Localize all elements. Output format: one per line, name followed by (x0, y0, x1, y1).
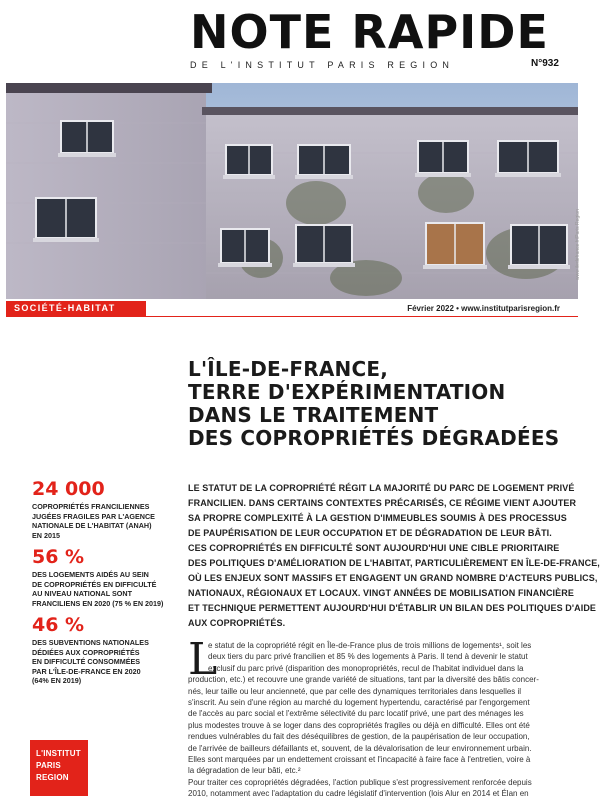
key-figure (32, 614, 182, 686)
key-figure-caption: COPROPRIÉTÉS FRANCILIENNES JUGÉES FRAGILES PAR L'AGENCE NATIONALE DE L'HABITAT (ANAH) EN 2015 (32, 502, 155, 540)
date-and-website: Février 2022 • www.institutparisregion.fr (407, 304, 560, 313)
intro-line: CES COPROPRIÉTÉS EN DIFFICULTÉ SONT AUJOURD'HUI UNE CIBLE PRIORITAIRE (188, 543, 560, 553)
issue-number: N°932 (531, 58, 559, 69)
key-figure-number: 56 % (32, 546, 85, 568)
drop-cap: L (188, 634, 218, 685)
masthead (0, 0, 603, 88)
body-paragraph: e statut de la copropriété régit en Île-de-France plus de trois millions de logements¹, soit les deux tiers du parc privé francilien et 85 % des logements à Paris. Il tend à devenir le statut exclusif du parc privé (disparition des monopropriétés, recul de l'habitat individuel dans la production, etc.) et recouvre une grande variété de situations, tant par la diversité des bâtis concer- nés, leur taille ou leur ancienneté, que par celle des dynamiques territoriales dans lesquelles il s'inscrit. Au sein d'une région au marché du logement hypertendu, caractérisé par l'engorgement de l'accès au parc social et l'extrême sélectivité du parc locatif privé, une part des ménages les plus modestes trouve à se loger dans des copropriétés fragiles ou déjà en difficulté. Elles ont été rendues vulnérables du fait des déséquilibres de gestion, de la paupérisation de leur occupation, de l'arrivée de bailleurs défaillants et, souvent, de la dévalorisation de leur environnement urbain. Elles sont marquées par un endettement croissant et l'incapacité à faire face à l'entretien, voire à la dégradation de leur bâti, etc.² Pour traiter ces copropriétés dégradées, l'action publique s'est progressivement renforcée depuis 2010, notamment avec l'adaptation du cadre législatif d'intervention (lois Alur en 2014 et Élan en (188, 641, 539, 799)
key-figure (32, 546, 182, 608)
key-figure-number: 46 % (32, 614, 85, 636)
intro-paragraph (188, 481, 600, 631)
publication-title: NOTE RAPIDE (190, 5, 549, 59)
intro-line: DE PAUPÉRISATION DE LEUR OCCUPATION ET DE DÉGRADATION DE LEUR BÂTI. (188, 528, 552, 538)
building-photo-illustration (6, 83, 578, 299)
key-figure (32, 478, 182, 540)
key-figures-sidebar (32, 478, 182, 692)
intro-line: FRANCILIEN. DANS CERTAINS CONTEXTES PRÉCARISÉS, CE RÉGIME VIENT AJOUTER (188, 498, 577, 508)
key-figure-number: 24 000 (32, 478, 105, 500)
institut-paris-region-logo: L'INSTITUT PARIS REGION (30, 740, 88, 796)
intro-line: NATIONAUX, RÉGIONAUX ET LOCAUX. VINGT ANNÉES DE MOBILISATION FINANCIÈRE (188, 588, 574, 598)
article-headline (188, 358, 588, 450)
divider (146, 316, 578, 317)
key-figure-caption: DES SUBVENTIONS NATIONALES DÉDIÉES AUX COPROPRIÉTÉS EN DIFFICULTÉ CONSOMMÉES PAR L'ÎLE-DE-FRANCE EN 2020 (64% EN 2019) (32, 638, 149, 685)
article-body (188, 634, 583, 800)
headline-line: DANS LE TRAITEMENT (188, 403, 439, 427)
headline-line: TERRE D'EXPÉRIMENTATION (188, 380, 506, 404)
intro-line: DES POLITIQUES D'AMÉLIORATION DE L'HABITAT, PARTICULIÈREMENT EN ÎLE-DE-FRANCE, (188, 558, 600, 568)
publication-subtitle: DE L'INSTITUT PARIS REGION (190, 60, 455, 70)
intro-line: LE STATUT DE LA COPROPRIÉTÉ RÉGIT LA MAJORITÉ DU PARC DE LOGEMENT PRIVÉ (188, 483, 575, 493)
intro-line: SA PROPRE COMPLEXITÉ À LA GESTION D'IMMEUBLES SOUMIS À DES PROCESSUS (188, 513, 567, 523)
intro-line: OÙ LES ENJEUX SONT MASSIFS ET ENGAGENT UN GRAND NOMBRE D'ACTEURS PUBLICS, (188, 573, 598, 583)
photo-credit: www.iledefrance.fr/Paris Region (575, 209, 581, 280)
key-figure-caption: DES LOGEMENTS AIDÉS AU SEIN DE COPROPRIÉTÉS EN DIFFICULTÉ AU NIVEAU NATIONAL SONT FRANCILIENS EN 2020 (75 % EN 2019) (32, 570, 164, 608)
headline-line: L'ÎLE-DE-FRANCE, (188, 357, 388, 381)
building-facade-photo (6, 83, 578, 299)
category-band (6, 301, 578, 317)
intro-line: ET TECHNIQUE PERMETTENT AUJOURD'HUI D'ÉTABLIR UN BILAN DES POLITIQUES D'AIDE (188, 603, 597, 613)
category-label: SOCIÉTÉ-HABITAT (14, 303, 116, 313)
headline-line: DES COPROPRIÉTÉS DÉGRADÉES (188, 426, 560, 450)
intro-line: AUX COPROPRIÉTÉS. (188, 618, 286, 628)
category-tag (6, 301, 146, 317)
